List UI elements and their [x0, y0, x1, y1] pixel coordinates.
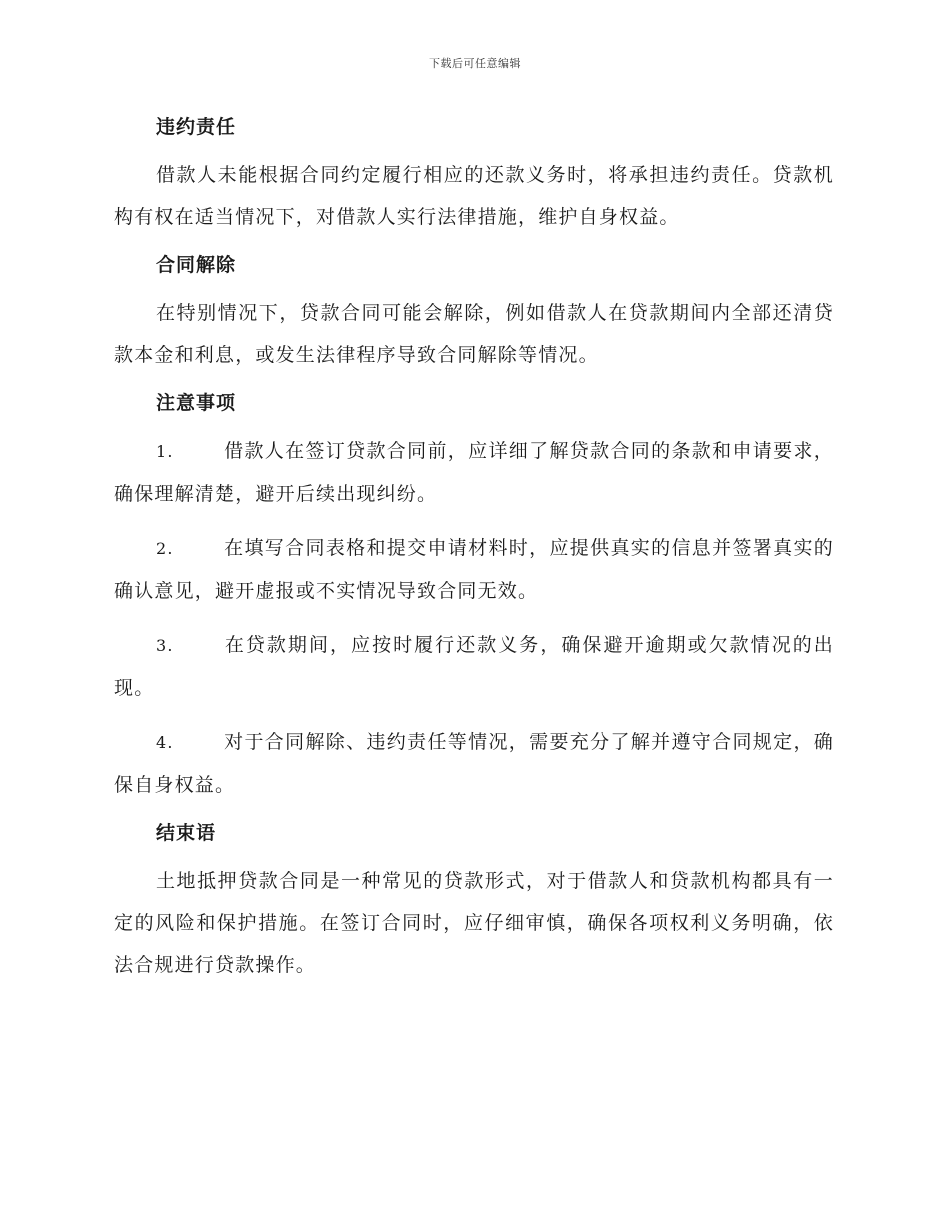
list-number: 2.: [156, 539, 174, 558]
list-number: 4.: [156, 733, 174, 752]
section-paragraph: 借款人未能根据合同约定履行相应的还款义务时，将承担违约责任。贷款机构有权在适当情况下，对借款人实行法律措施，维护自身权益。: [114, 164, 834, 228]
section-breach-liability: [114, 112, 834, 238]
section-paragraph: 土地抵押贷款合同是一种常见的贷款形式，对于借款人和贷款机构都具有一定的风险和保护措施。在签订合同时，应仔细审慎，确保各项权利义务明确，依法合规进行贷款操作。: [114, 870, 834, 976]
list-number: 1.: [156, 442, 174, 461]
section-heading: 结束语: [156, 822, 217, 844]
list-text: 对于合同解除、违约责任等情况，需要充分了解并遵守合同规定，确保自身权益。: [114, 731, 834, 796]
list-text: 在填写合同表格和提交申请材料时，应提供真实的信息并签署真实的确认意见，避开虚报或不实情况导致合同无效。: [114, 537, 834, 602]
list-text: 借款人在签订贷款合同前，应详细了解贷款合同的条款和申请要求，确保理解清楚，避开后续出现纠纷。: [114, 440, 834, 505]
section-notes: [114, 388, 834, 806]
list-text: 在贷款期间，应按时履行还款义务，确保避开逾期或欠款情况的出现。: [114, 634, 834, 699]
list-item: [114, 624, 834, 709]
list-number: 3.: [156, 636, 174, 655]
list-item: [114, 527, 834, 612]
section-conclusion: [114, 818, 834, 986]
section-heading: 违约责任: [156, 116, 237, 138]
section-paragraph: 在特别情况下，贷款合同可能会解除，例如借款人在贷款期间内全部还清贷款本金和利息，或发生法律程序导致合同解除等情况。: [114, 302, 834, 366]
list-item: [114, 430, 834, 515]
section-heading: 合同解除: [156, 254, 237, 276]
section-heading: 注意事项: [156, 392, 237, 414]
list-item: [114, 721, 834, 806]
page-header: 下载后可任意编辑: [429, 57, 521, 70]
document-body: [114, 112, 834, 998]
section-contract-termination: [114, 250, 834, 376]
